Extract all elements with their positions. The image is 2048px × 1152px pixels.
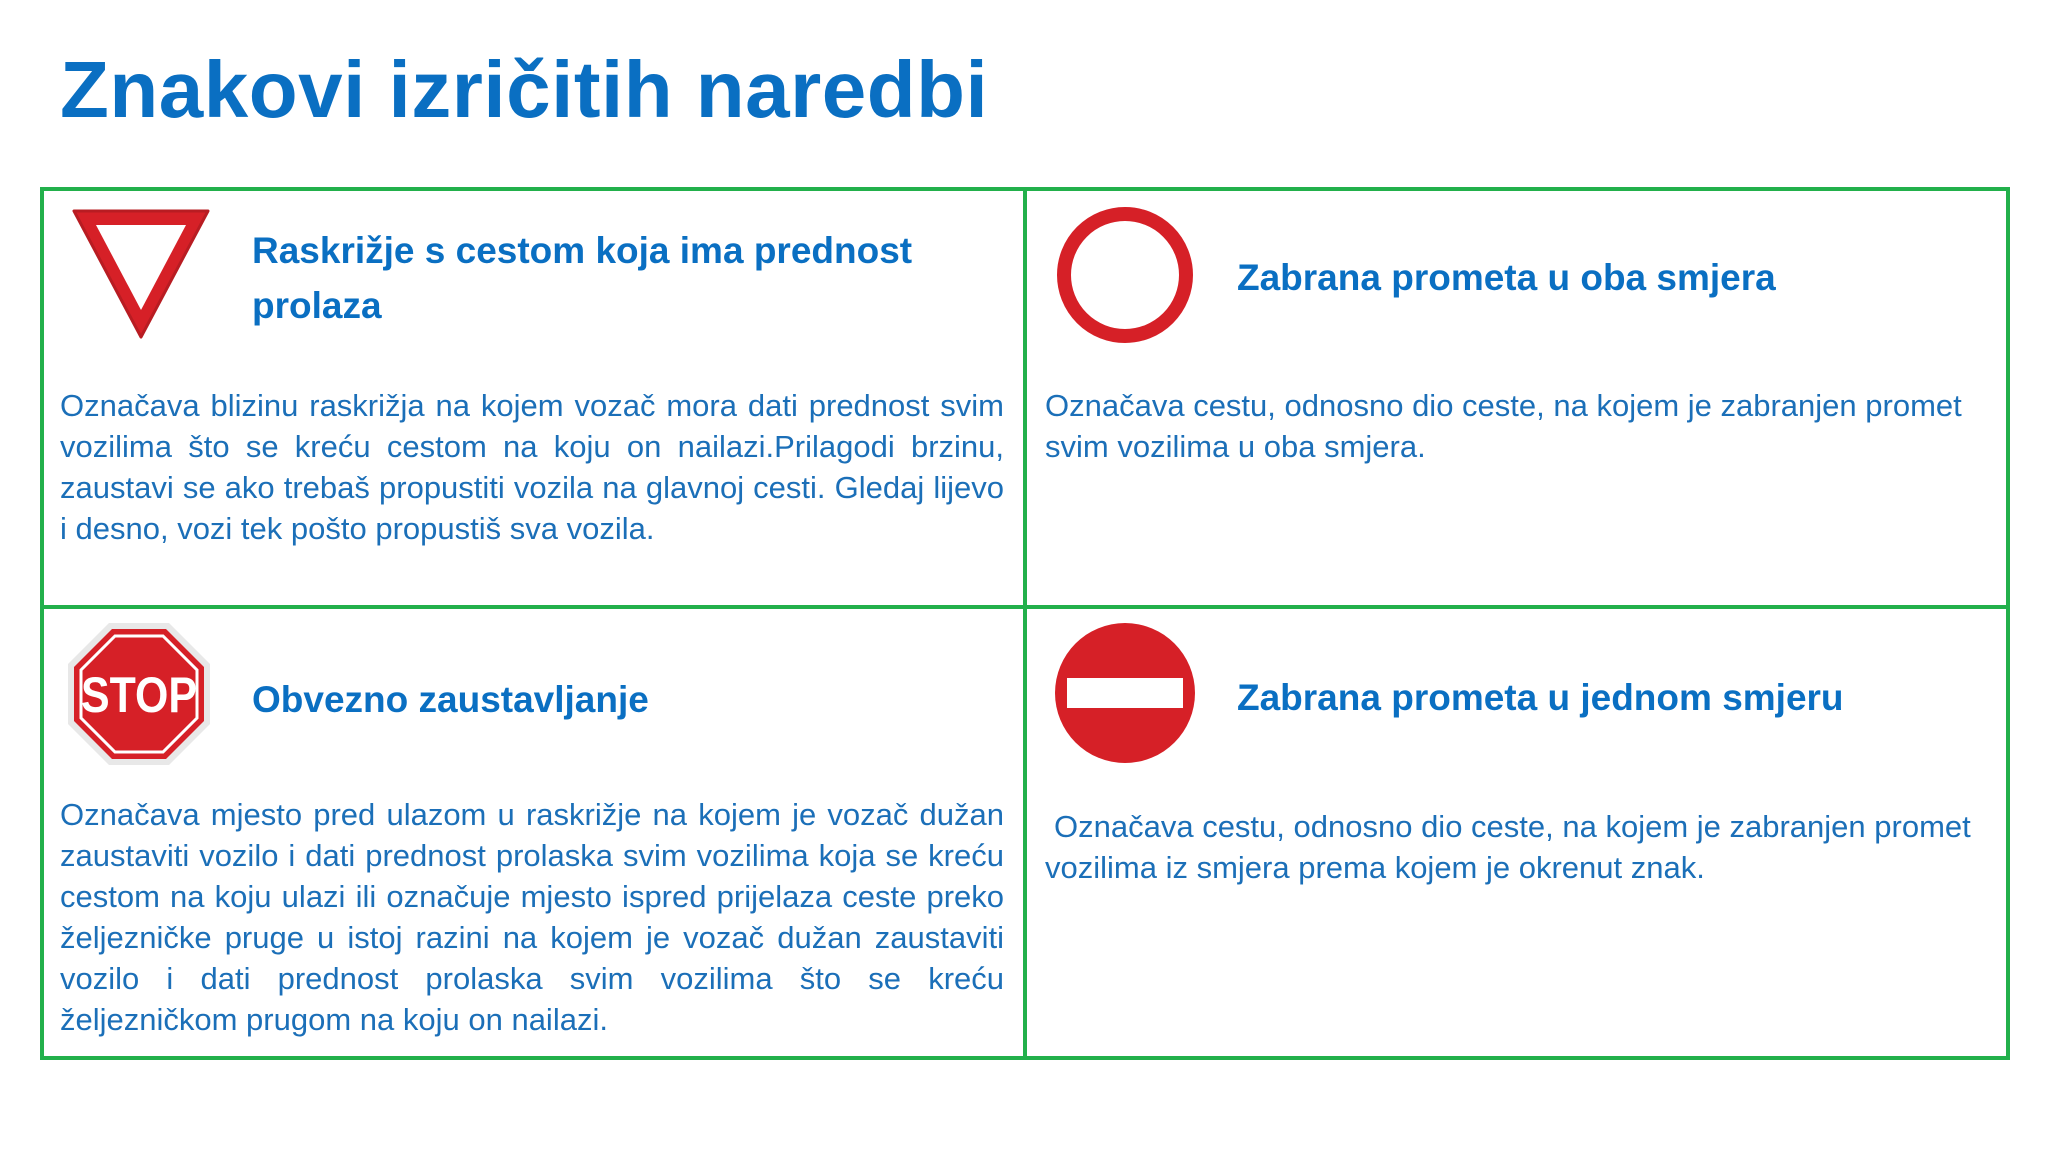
- stop-sign-icon: [66, 621, 212, 767]
- sign-description: Označava cestu, odnosno dio ceste, na kojem je zabranjen promet svim vozilima u oba smjera.: [1045, 388, 1962, 464]
- page-title: Znakovi izričitih naredbi: [60, 45, 989, 134]
- no-entry-one-way-sign-icon: [1053, 621, 1197, 765]
- sign-cell-stop: [40, 607, 1025, 1060]
- sign-title: Zabrana prometa u jednom smjeru: [1237, 677, 1844, 718]
- no-entry-both-directions-sign-icon: [1053, 203, 1197, 347]
- sign-description: Označava cestu, odnosno dio ceste, na kojem je zabranjen promet vozilima iz smjera prema kojem je okrenut znak.: [1045, 809, 1971, 885]
- table-divider-horizontal: [40, 605, 2010, 609]
- sign-cell-no-entry: [1025, 607, 2010, 1060]
- yield-sign-icon: [68, 203, 214, 345]
- sign-description: Označava blizinu raskrižja na kojem vozač mora dati prednost svim vozilima što se kreću cestom na koju on nailazi.Prilagodi brzinu, zaustavi se ako trebaš propustiti vozila na glavnoj cesti. Gledaj lijevo i desno, vozi tek pošto propustiš sva vozila.: [60, 388, 1004, 546]
- sign-description: Označava mjesto pred ulazom u raskrižje na kojem je vozač dužan zaustaviti vozilo i dati prednost prolaska svim vozilima koja se kreću cestom na koju ulazi ili označuje mjesto ispred prijelaza ceste preko željezničke pruge u istoj razini na kojem je vozač dužan zaustaviti vozilo i dati prednost prolaska svim vozilima što se kreću željezničkom prugom na koju on nailazi.: [60, 797, 1004, 1037]
- sign-cell-no-traffic-both: [1025, 187, 2010, 607]
- table-divider-vertical: [1023, 187, 1027, 1060]
- stop-sign-text: STOP: [81, 667, 197, 723]
- sign-title: Raskrižje s cestom koja ima prednost prolaza: [252, 230, 913, 326]
- sign-title: Obvezno zaustavljanje: [252, 679, 649, 720]
- sign-title: Zabrana prometa u oba smjera: [1237, 257, 1776, 298]
- sign-cell-yield: [40, 187, 1025, 607]
- signs-table: [40, 187, 2010, 1060]
